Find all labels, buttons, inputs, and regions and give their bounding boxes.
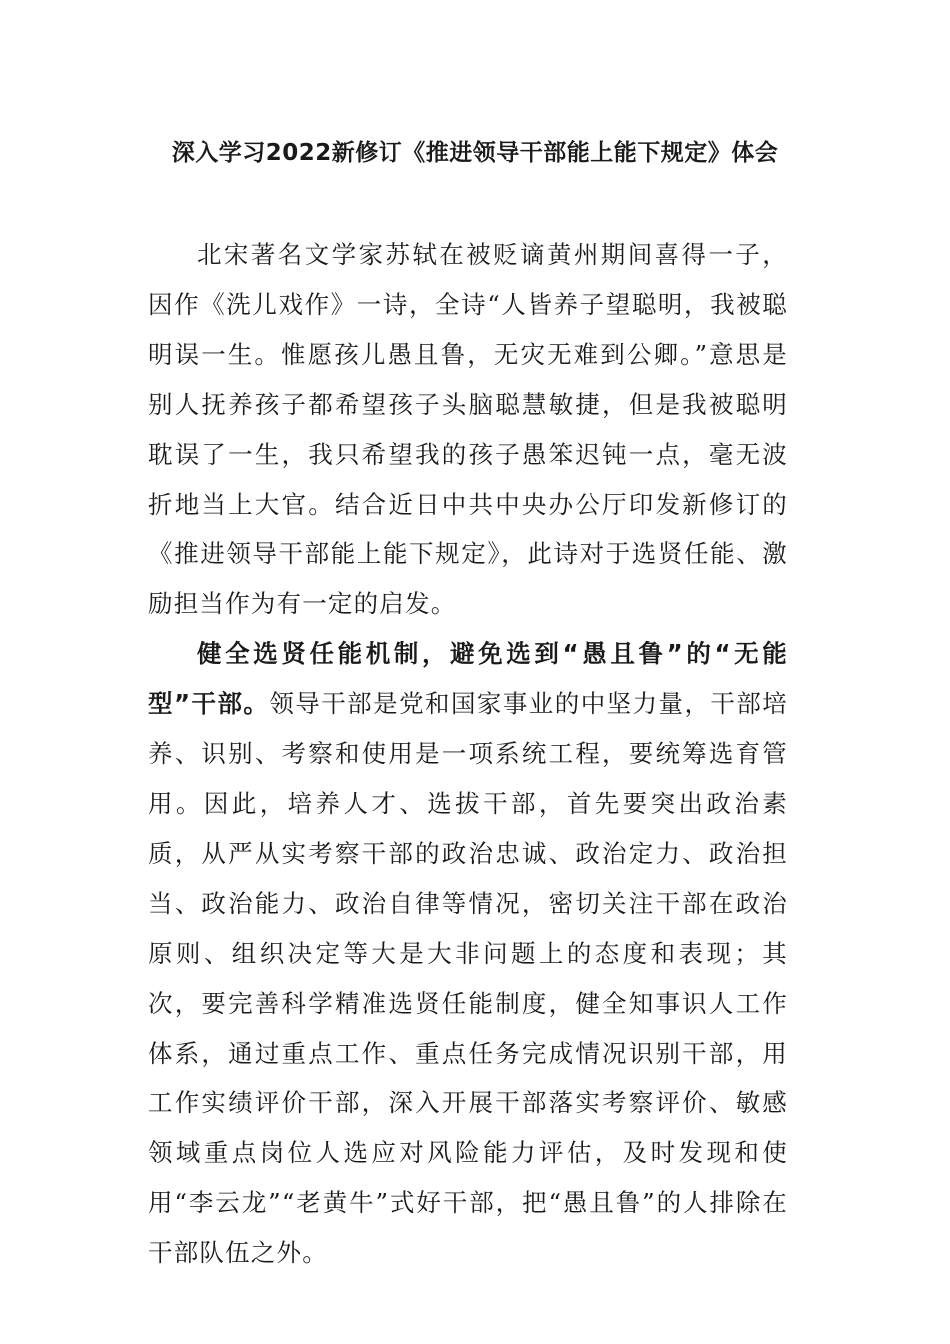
paragraph-text: 北宋著名文学家苏轼在被贬谪黄州期间喜得一子，因作《洗儿戏作》一诗，全诗“人皆养子望聪明，我被聪明误一生。惟愿孩儿愚且鲁，无灾无难到公卿。”意思是别人抚养孩子都希望孩子头脑聪慧敏捷，但是我被聪明耽误了一生，我只希望我的孩子愚笨迟钝一点，毫无波折地当上大官。结合近日中共中央办公厅印发新修订的《推进领导干部能上能下规定》，此诗对于选贤任能、激励担当作为有一定的启发。 <box>148 240 788 619</box>
paragraph-text: 领导干部是党和国家事业的中坚力量，干部培养、识别、考察和使用是一项系统工程，要统筹选育管用。因此，培养人才、选拔干部，首先要突出政治素质，从严从实考察干部的政治忠诚、政治定力、政治担当、政治能力、政治自律等情况，密切关注干部在政治原则、组织决定等大是大非问题上的态度和表现；其次，要完善科学精准选贤任能制度，健全知事识人工作体系，通过重点工作、重点任务完成情况识别干部，用工作实绩评价干部，深入开展干部落实考察评价、敏感领域重点岗位人选应对风险能力评估，及时发现和使用“李云龙”“老黄牛”式好干部，把“愚且鲁”的人排除在干部队伍之外。 <box>148 689 789 1268</box>
paragraph-lead: 健全选贤任能机制，避免选到“愚且鲁”的“无能型”干部。 <box>148 639 788 719</box>
paragraph-section-one <box>148 629 788 1278</box>
paragraph-intro <box>148 230 788 629</box>
document-body <box>148 230 788 1278</box>
document-title: 深入学习2022新修订《推进领导干部能上能下规定》体会 <box>171 140 779 166</box>
